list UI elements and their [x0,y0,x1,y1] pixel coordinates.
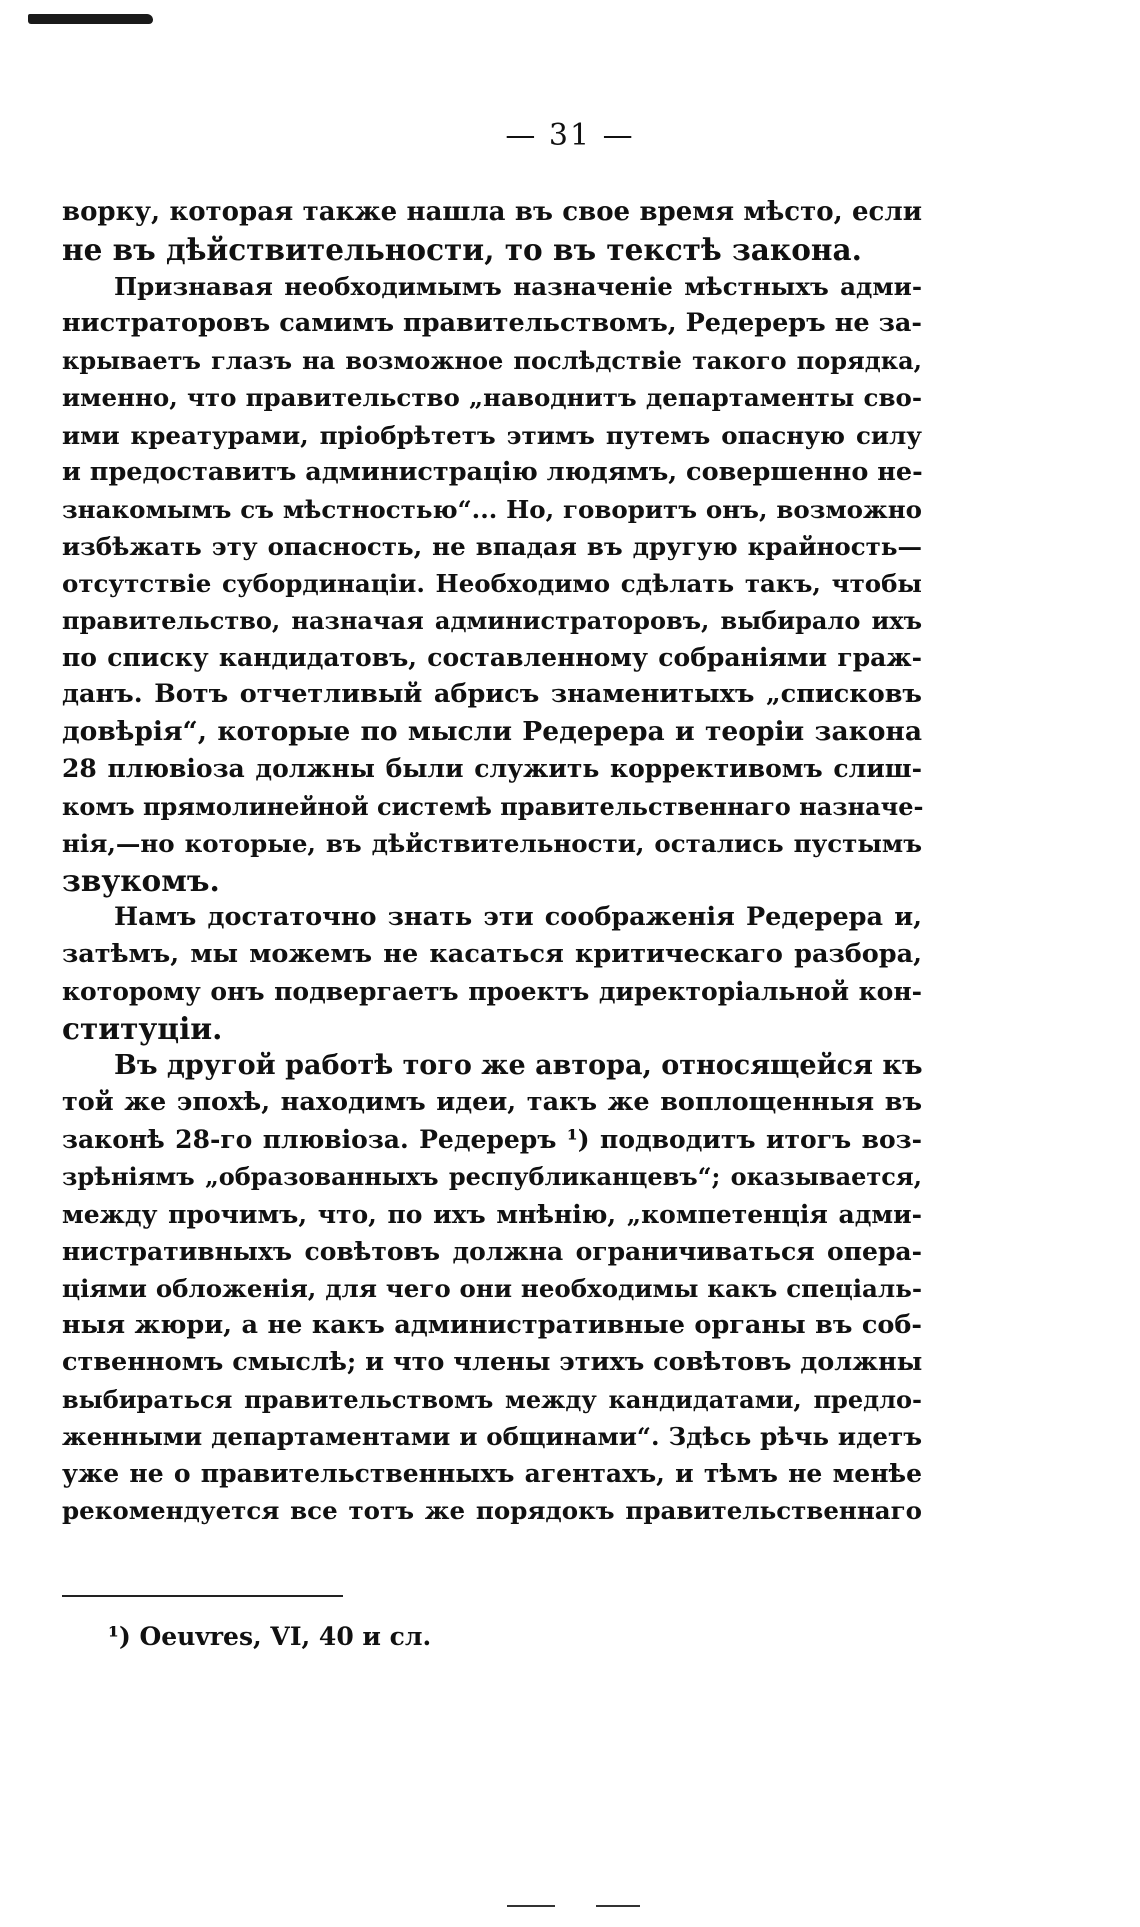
text-line: зрѣніямъ „образованныхъ республиканцевъ“; оказывается, [62,1162,922,1192]
text-line: правительство, назначая администраторовъ, выбирало ихъ [62,606,922,636]
text-line: нія,—но которые, въ дѣйствительности, остались пустымъ [62,828,922,858]
text-line: данъ. Вотъ отчетливый абрисъ знаменитыхъ „списковъ [62,679,922,710]
footnote: ¹) Oeuvres, VI, 40 и сл. [108,1622,432,1651]
text-line: затѣмъ, мы можемъ не касаться критическаго разбора, [62,938,922,969]
text-line: довѣрія“, которые по мысли Редерера и теоріи закона [62,716,922,748]
bottom-rule-right [596,1905,640,1907]
text-line: по списку кандидатовъ, составленному собраніями граж- [62,643,922,673]
text-line: не въ дѣйствительности, то въ текстѣ закона. [62,232,862,268]
text-line: крываетъ глазъ на возможное послѣдствіе такого порядка, [62,346,922,376]
text-line: той же эпохѣ, находимъ идеи, такъ же воплощенныя въ [62,1087,922,1118]
text-line: ціями обложенія, для чего они необходимы какъ спеціаль- [62,1273,922,1303]
page-number: — 31 — [505,118,635,153]
text-line: избѣжать эту опасность, не впадая въ другую крайность— [62,531,922,561]
text-line: 28 плювіоза должны были служить коррективомъ слиш- [62,754,922,784]
text-line: знакомымъ съ мѣстностью“... Но, говоритъ онъ, возможно [62,494,922,524]
text-line: и предоставитъ администрацію людямъ, совершенно не- [62,456,923,487]
body-text [62,194,922,1529]
text-line: нистративныхъ совѣтовъ должна ограничиваться опера- [62,1236,922,1266]
text-line: выбираться правительствомъ между кандидатами, предло- [62,1385,922,1414]
text-line: ственномъ смыслѣ; и что члены этихъ совѣтовъ должны [62,1346,923,1377]
text-line: нистраторовъ самимъ правительствомъ, Редереръ не за- [62,308,922,339]
text-line: Въ другой работѣ того же автора, относящейся къ [114,1050,923,1082]
scan-artifact-mark [28,14,153,24]
text-line: рекомендуется все тотъ же порядокъ правительственнаго [62,1496,922,1526]
text-line: ворку, которая также нашла въ свое время мѣсто, если [62,197,922,227]
text-line: ими креатурами, пріобрѣтетъ этимъ путемъ опасную силу [62,420,922,450]
footnote-divider [62,1595,343,1597]
text-line: ституціи. [62,1011,223,1047]
text-line: комъ прямолинейной системѣ правительственнаго назначе- [62,791,924,821]
text-line: Намъ достаточно знать эти соображенія Редерера и, [114,901,922,932]
text-line: которому онъ подвергаетъ проектъ директоріальной кон- [62,976,922,1006]
text-line: законѣ 28-го плювіоза. Редереръ ¹) подводитъ итогъ воз- [62,1125,922,1155]
text-line: ныя жюри, а не какъ административные органы въ соб- [62,1309,922,1340]
text-line: между прочимъ, что, по ихъ мнѣнію, „компетенція адми- [62,1199,922,1229]
text-line: женными департаментами и общинами“. Здѣсь рѣчь идетъ [62,1422,922,1452]
text-line: отсутствіе субординаціи. Необходимо сдѣлать такъ, чтобы [62,568,922,598]
bottom-rule-left [507,1905,555,1907]
text-line: именно, что правительство „наводнитъ департаменты сво- [62,383,922,413]
text-line: Признавая необходимымъ назначеніе мѣстныхъ адми- [114,272,922,302]
text-line: звукомъ. [62,862,220,898]
text-line: уже не о правительственныхъ агентахъ, и тѣмъ не менѣе [62,1459,922,1489]
